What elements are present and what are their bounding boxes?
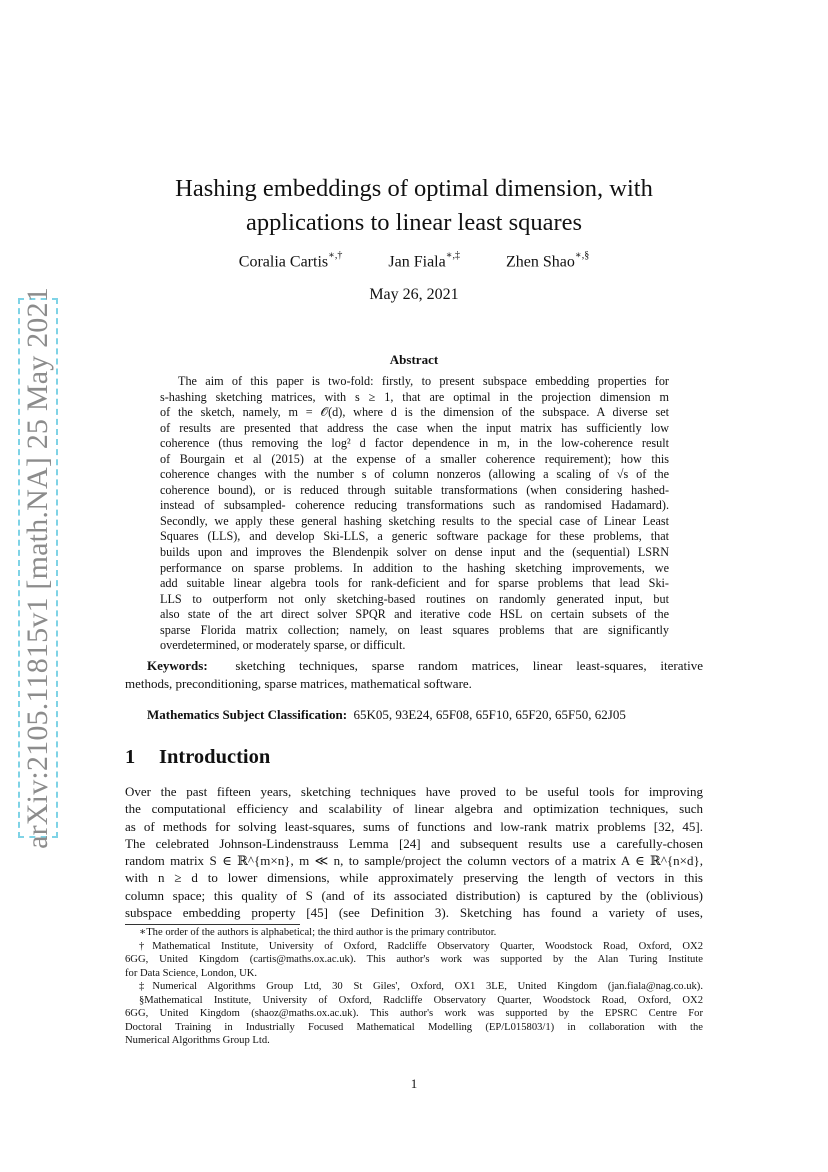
keywords-line (125, 657, 703, 675)
footnote-rule (125, 924, 300, 925)
footnote-line: 6GG, United Kingdom (shaoz@maths.ox.ac.uk). This author's work was supported by the EPSRC Centre For (125, 1008, 703, 1019)
author-footnote-marks: ∗,† (328, 250, 343, 261)
body-line: column space; this quality of S (and of its associated distribution) is captured by the (oblivious) (125, 887, 703, 903)
abstract-line: s-hashing sketching matrices, with s ≥ 1, that are optimal in the projection dimension m (160, 389, 669, 404)
footnote-line: Doctoral Training in Industrially Focused Mathematical Modelling (EP/L015803/1) in collaboration with the (125, 1021, 703, 1033)
abstract-line: The aim of this paper is two-fold: firstly, to present subspace embedding properties for (178, 374, 669, 388)
footnote-line: §Mathematical Institute, University of Oxford, Radcliffe Observatory Quarter, Woodstock Road, Oxford, OX2 (139, 994, 703, 1006)
section-heading (125, 746, 270, 769)
msc-codes: 65K05, 93E24, 65F08, 65F10, 65F20, 65F50, 62J05 (353, 707, 626, 722)
abstract-line: Secondly, we apply these general hashing sketching results to the special case of Linear Least (160, 513, 669, 528)
abstract-line: performance on sparse problems. In addition to the hashing sketching improvements, we (160, 560, 669, 575)
abstract-line: of the sketch, namely, m = 𝒪(d), where d is the dimension of the subspace. A diverse set (160, 405, 669, 420)
publication-date: May 26, 2021 (369, 286, 459, 303)
msc-classification (147, 707, 707, 723)
keywords-line: methods, preconditioning, sparse matrices, mathematical software. (125, 676, 472, 691)
footnote-line: ‡Numerical Algorithms Group Ltd, 30 St Giles', Oxford, OX1 3LE, United Kingdom (jan.fiala@nag.co.uk). (139, 981, 703, 992)
author-name: Zhen Shao (506, 253, 575, 271)
arxiv-identifier-stamp: arXiv:2105.11815v1 [math.NA] 25 May 2021 (18, 298, 58, 838)
body-line: subspace embedding property [45] (see Definition 3). Sketching has found a variety of uses, (125, 905, 703, 921)
body-line: The celebrated Johnson-Lindenstrauss Lemma [24] and subsequent results use a carefully-chosen (125, 835, 703, 851)
footnote-line: †Mathematical Institute, University of Oxford, Radcliffe Observatory Quarter, Woodstock Road, Oxford, OX2 (139, 940, 703, 952)
author (239, 252, 343, 271)
section-number: 1 (125, 746, 136, 768)
abstract-line: of Bourgain et al (2015) at the expense of a smaller coherence requirement); how this (160, 451, 669, 466)
abstract-line: coherence bound), or is reduced through suitable transformations (when considering hashed- (160, 482, 669, 497)
body-line: as of methods for solving least-squares, sums of functions and low-rank matrix problems [32, 45]. (125, 818, 703, 834)
section-title: Introduction (159, 746, 271, 768)
introduction-body (125, 783, 703, 921)
abstract-heading: Abstract (389, 352, 439, 367)
title-line: Hashing embeddings of optimal dimension, with (175, 175, 653, 202)
author (388, 252, 460, 271)
abstract-body (160, 374, 669, 654)
keywords-label: Keywords: (147, 658, 208, 673)
keywords (125, 657, 703, 693)
paper-title (100, 172, 728, 240)
author-list (125, 252, 703, 271)
abstract-line: builds upon and improves the Blendenpik solver on dense input and the (sequential) LSRN (160, 545, 669, 560)
abstract-line: Squares (LLS), and develop Ski-LLS, a generic software package for these problems, that (160, 529, 669, 544)
body-line: Over the past fifteen years, sketching techniques have proved to be useful tools for improving (125, 784, 703, 799)
abstract-line: sparse Florida matrix collection; namely, on least squares problems that are significantly (160, 622, 669, 637)
keywords-text: sketching techniques, sparse random matrices, linear least-squares, iterative (235, 658, 704, 673)
abstract-line: coherence (thus removing the log² d factor dependence in m, in the low-coherence result (160, 436, 669, 451)
footnote-line: 6GG, United Kingdom (cartis@maths.ox.ac.uk). This author's work was supported by the Alan Turing Institute (125, 954, 703, 965)
body-line: random matrix S ∈ ℝ^{m×n}, m ≪ n, to sample/project the column vectors of a matrix A ∈ ℝ^{n×d}, (125, 853, 703, 869)
abstract-line: overdetermined, or moderately sparse, or difficult. (160, 638, 406, 653)
abstract-line: add suitable linear algebra tools for rank-deficient and for sparse problems that lead Ski- (160, 576, 669, 591)
author-name: Coralia Cartis (238, 253, 329, 271)
footnote-line: ∗The order of the authors is alphabetical; the third author is the primary contributor. (139, 927, 497, 938)
author-name: Jan Fiala (388, 253, 446, 271)
abstract-line: also state of the art direct solver SPQR and iterative code HSL on certain subsets of the (160, 607, 669, 622)
abstract-line: coherence changes with the number s of column nonzeros (allowing a scaling of √s of the (160, 467, 669, 482)
abstract-line: instead of subsampled- coherence reducing transformations such as randomised Hadamard). (160, 498, 669, 513)
footnote-line: for Data Science, London, UK. (125, 967, 258, 979)
footnote-line: Numerical Algorithms Group Ltd. (125, 1035, 270, 1046)
abstract-line: LLS to outperform not only sketching-based routines on randomly generated input, but (160, 591, 669, 606)
author-footnote-marks: ∗,‡ (445, 250, 461, 261)
author (506, 252, 589, 271)
abstract-line: of results are presented that address the case when the input matrix has sufficiently low (160, 420, 669, 435)
author-footnote-marks: ∗,§ (574, 250, 590, 261)
msc-label: Mathematics Subject Classification: (147, 707, 348, 722)
body-line: the computational efficiency and scalability of linear algebra and optimization techniques, such (125, 801, 703, 817)
title-line: applications to linear least squares (245, 209, 583, 236)
footnotes (125, 926, 703, 1048)
page-number: 1 (410, 1076, 418, 1091)
body-line: with n ≥ d to lower dimensions, while approximately preserving the length of vectors in this (125, 870, 703, 886)
